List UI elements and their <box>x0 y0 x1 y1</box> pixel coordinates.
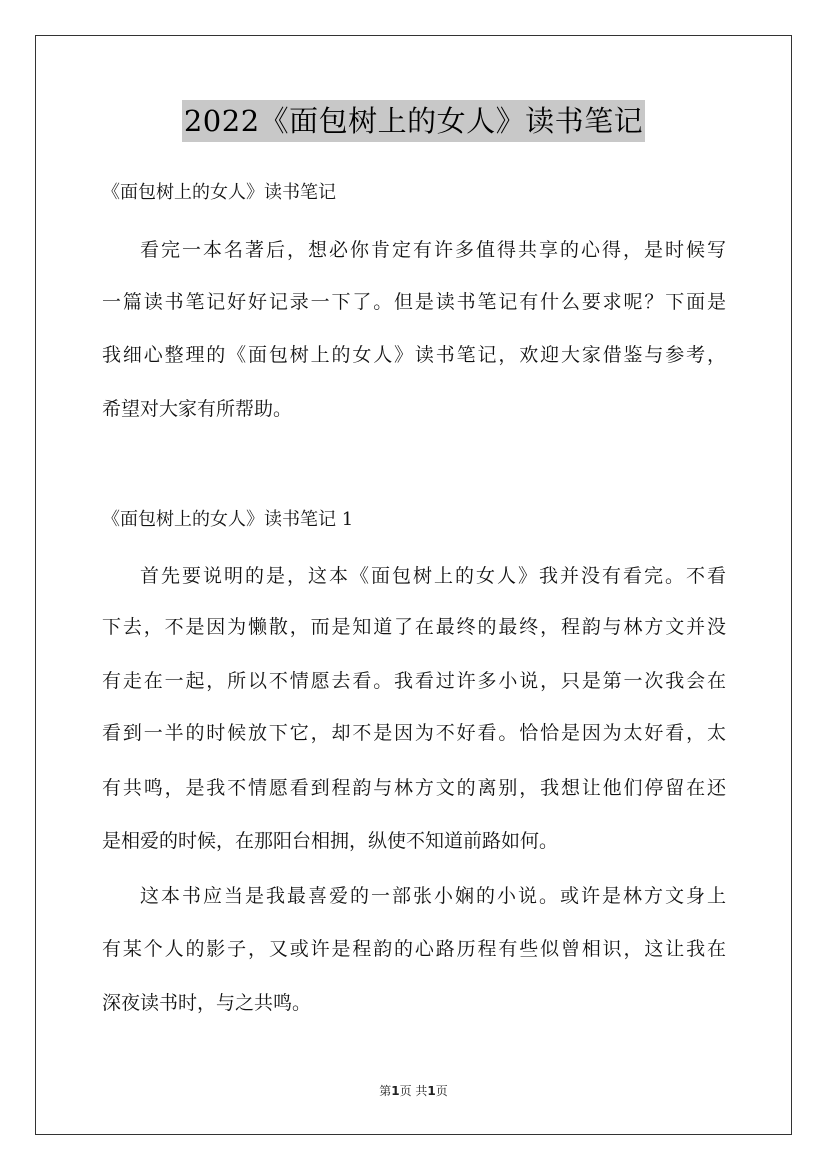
intro-heading: 《面包树上的女人》读书笔记 <box>102 182 336 203</box>
paragraph-line: 希望对大家有所帮助。 <box>102 398 293 420</box>
paragraph-line: 我细心整理的《面包树上的女人》读书笔记，欢迎大家借鉴与参考， <box>102 344 726 366</box>
paragraph-line: 有共鸣，是我不情愿看到程韵与林方文的离别，我想让他们停留在还 <box>102 777 726 799</box>
page-total: 1 <box>427 1084 436 1098</box>
paragraph-line: 看到一半的时候放下它，却不是因为不好看。恰恰是因为太好看，太 <box>102 722 726 744</box>
paragraph-line: 有走在一起，所以不情愿去看。我看过许多小说，只是第一次我会在 <box>102 670 726 692</box>
paragraph-line: 有某个人的影子，又或许是程韵的心路历程有些似曾相识，这让我在 <box>102 938 726 960</box>
page-mid: 页 共 <box>399 1084 428 1098</box>
paragraph-line: 下去，不是因为懒散，而是知道了在最终的最终，程韵与林方文并没 <box>102 616 726 638</box>
page-footer <box>0 1082 827 1100</box>
document-title: 2022《面包树上的女人》读书笔记 <box>182 100 645 142</box>
paragraph-line: 这本书应当是我最喜爱的一部张小娴的小说。或许是林方文身上 <box>140 885 726 907</box>
title-container <box>0 100 827 142</box>
paragraph-line: 首先要说明的是，这本《面包树上的女人》我并没有看完。不看 <box>140 565 726 587</box>
paragraph-line: 看完一本名著后，想必你肯定有许多值得共享的心得，是时候写 <box>140 239 726 261</box>
page-prefix: 第 <box>379 1084 392 1098</box>
page-suffix: 页 <box>435 1084 448 1098</box>
page-current: 1 <box>391 1084 400 1098</box>
paragraph-line: 是相爱的时候，在那阳台相拥，纵使不知道前路如何。 <box>102 830 559 852</box>
note1-heading: 《面包树上的女人》读书笔记 1 <box>102 509 354 530</box>
paragraph-line: 一篇读书笔记好好记录一下了。但是读书笔记有什么要求呢？下面是 <box>102 291 726 313</box>
paragraph-line: 深夜读书时，与之共鸣。 <box>102 992 312 1014</box>
